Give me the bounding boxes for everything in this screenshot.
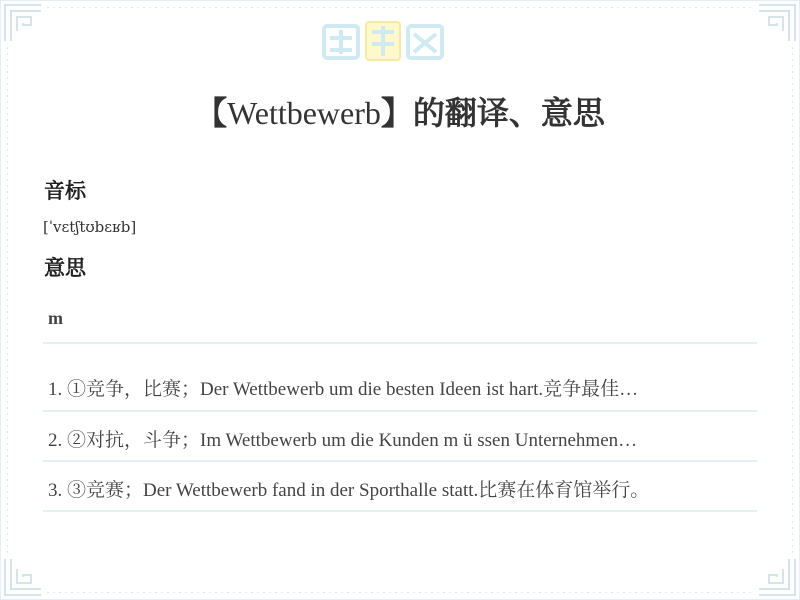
part-of-speech: m (48, 308, 63, 328)
definition-item-3: 3. ③竞赛；Der Wettbewerb fand in der Sporthalle statt.比赛在体育馆举行。 (48, 480, 650, 501)
definition-item-1: 1. ①竞争，比赛；Der Wettbewerb um die besten Ideen ist hart.竞争最佳… (48, 379, 639, 400)
title-open-bracket: 【 (195, 94, 228, 132)
corner-ornament-top-left (1, 1, 47, 47)
phonetic-heading: 音标 (44, 179, 86, 203)
title-close-bracket: 】 (380, 94, 413, 132)
page-title (0, 88, 800, 134)
corner-ornament-bottom-right (753, 553, 799, 599)
site-logo-watermark (318, 14, 448, 84)
meaning-heading: 意思 (44, 256, 86, 280)
border-bottom (47, 592, 753, 593)
divider (43, 460, 757, 462)
divider (43, 410, 757, 412)
definition-item-2: 2. ②对抗，斗争；Im Wettbewerb um die Kunden m ü ssen Unternehmen… (48, 430, 638, 451)
title-suffix: 的翻译、意思 (412, 94, 605, 132)
divider (43, 342, 757, 344)
title-headword: Wettbewerb (227, 95, 381, 131)
corner-ornament-bottom-left (1, 553, 47, 599)
corner-ornament-top-right (753, 1, 799, 47)
divider (43, 510, 757, 512)
phonetic-transcription: [ˈvɛtʃtʊbɛʁb] (43, 218, 137, 236)
border-top (47, 7, 753, 8)
